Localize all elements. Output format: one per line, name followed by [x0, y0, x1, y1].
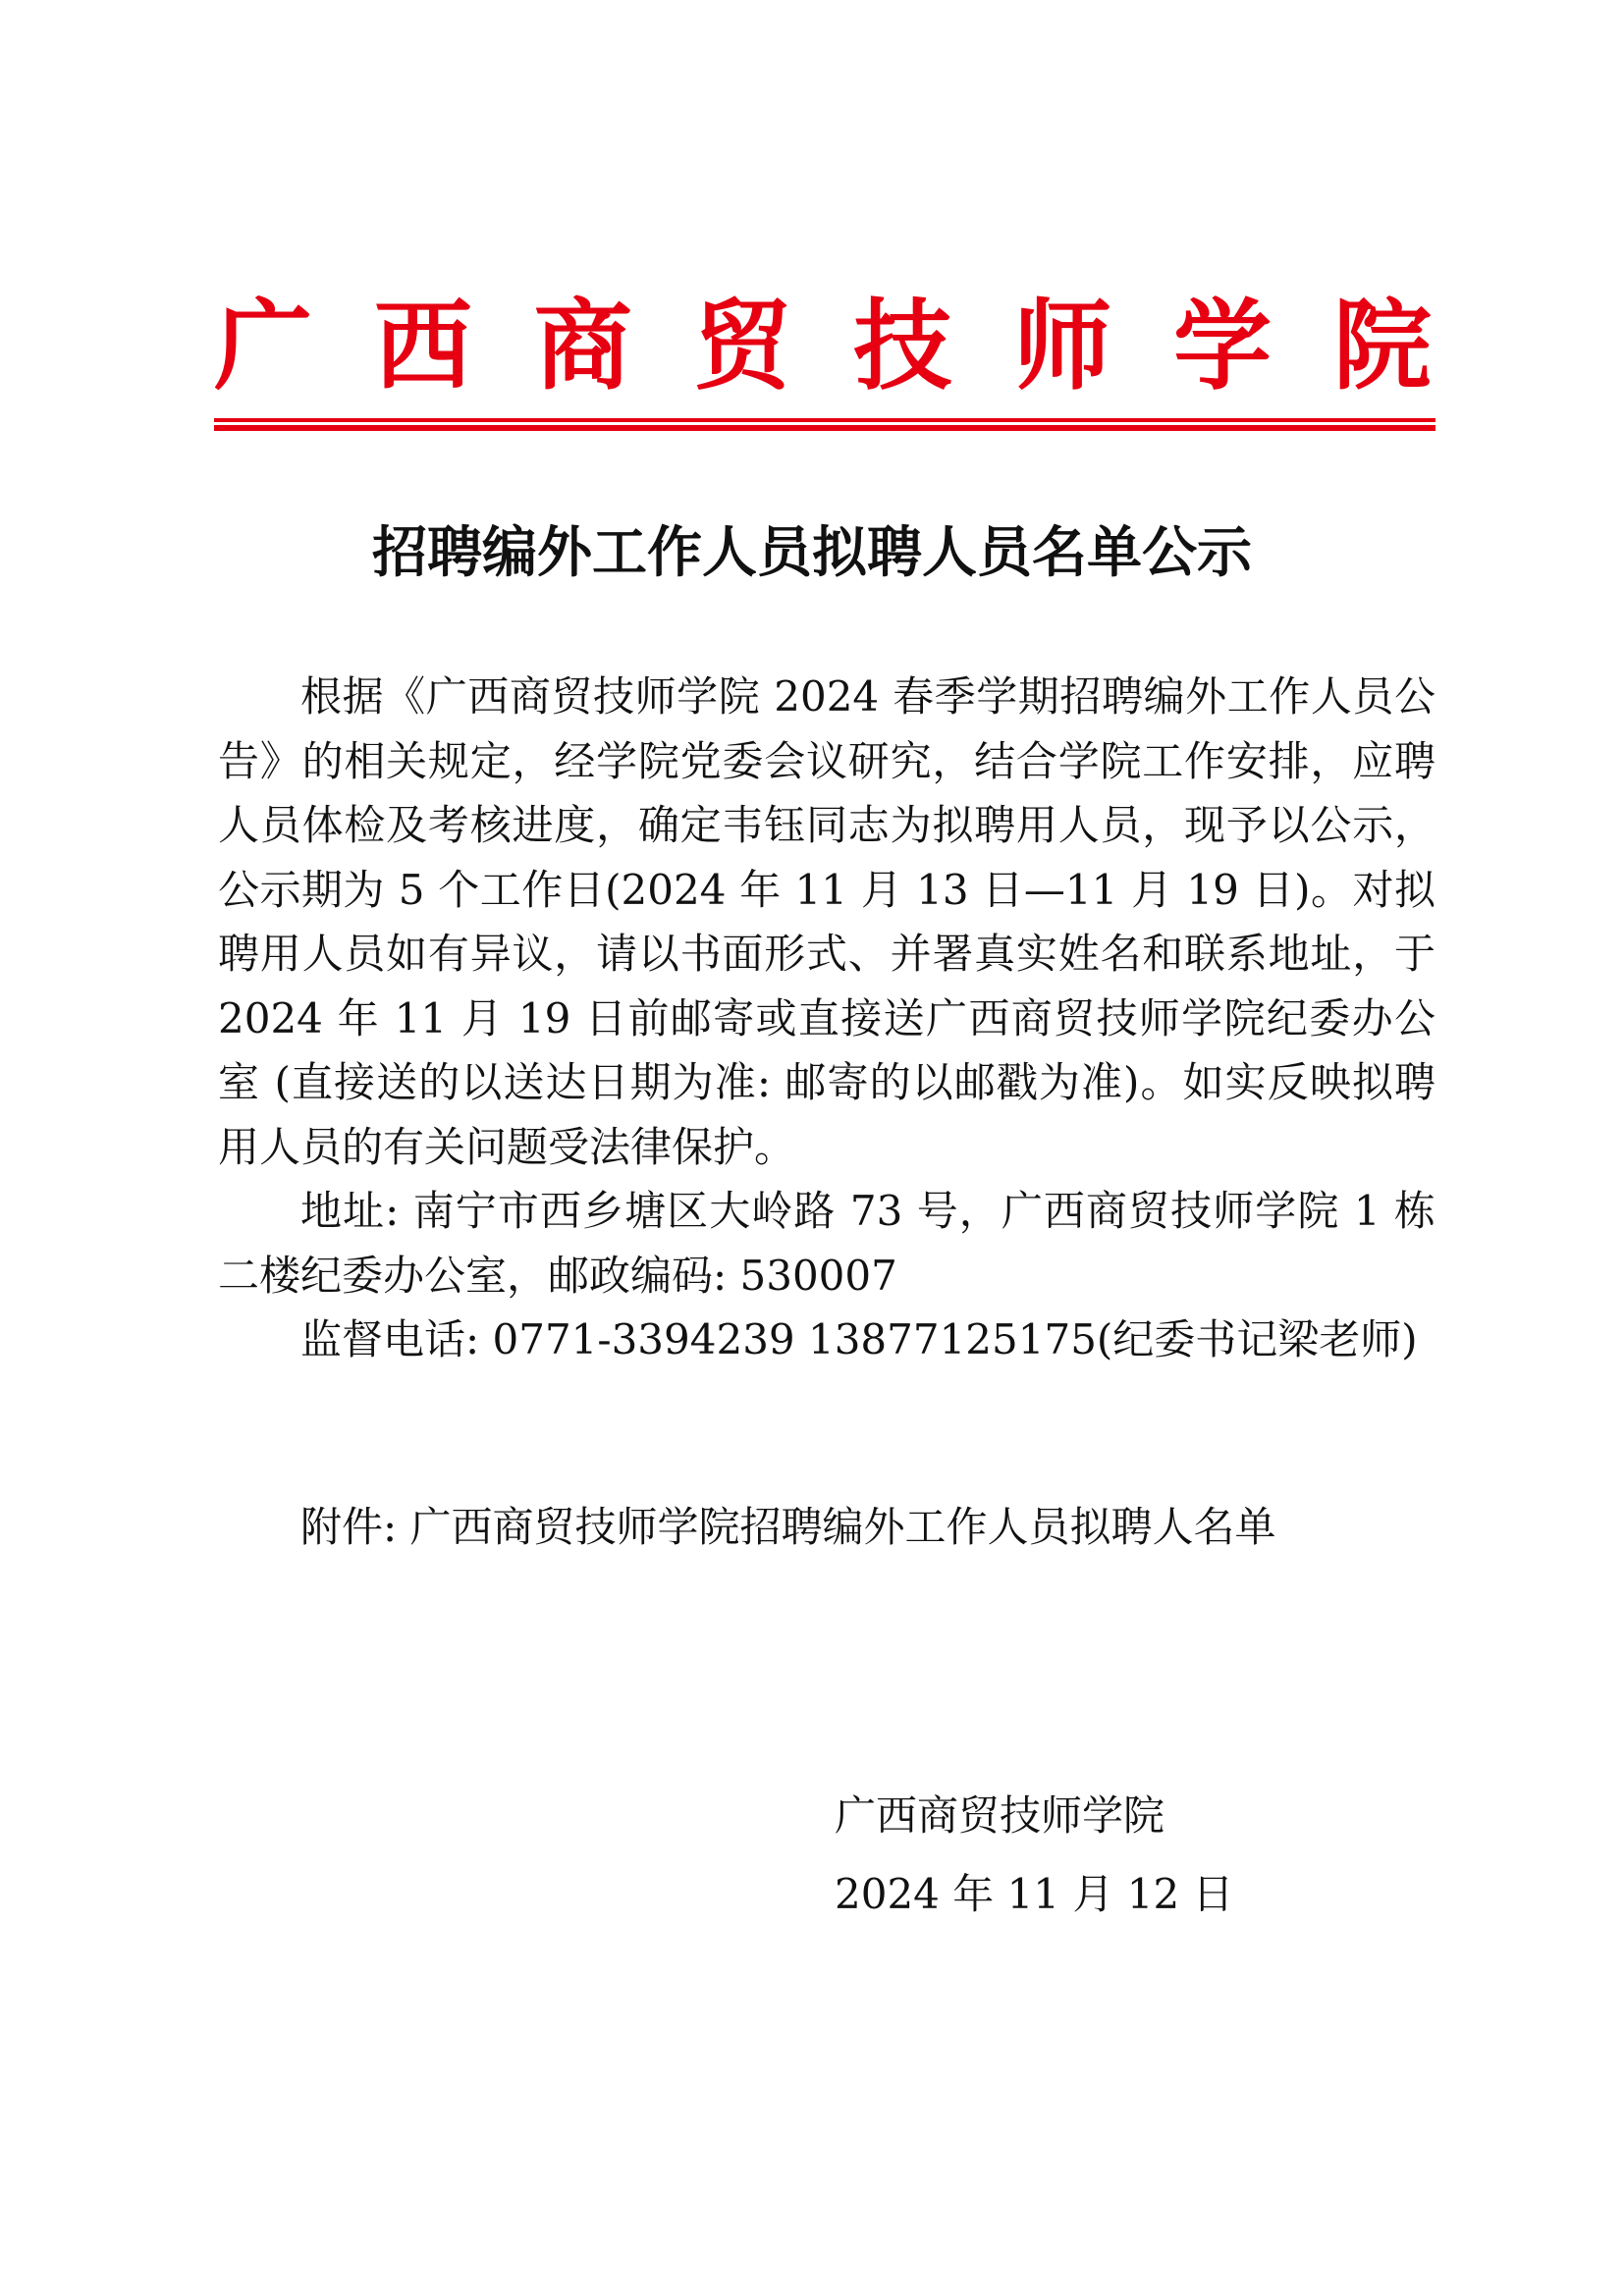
document-title: 招聘编外工作人员拟聘人员名单公示 [372, 520, 1252, 585]
letterhead-char: 师 [1013, 288, 1112, 403]
signature-block [835, 1777, 1234, 1934]
signature-date: 2024 年 11 月 12 日 [835, 1870, 1234, 1918]
letterhead-char: 西 [373, 288, 472, 403]
signature-org: 广西商贸技师学院 [835, 1791, 1165, 1840]
letterhead-char: 商 [533, 288, 632, 403]
body-paragraph-notice: 根据《广西商贸技师学院 2024 春季学期招聘编外工作人员公告》的相关规定，经学院党委会议研究，结合学院工作安排，应聘人员体检及考核进度，确定韦钰同志为拟聘用人员，现予以公示，公示期为 5 个工作日(2024 年 11 月 13 日—11 月 19 日)。对拟聘用人员如有异议，请以书面形式、并署真实姓名和联系地址，于 2024 年 11 月 19 日前邮寄或直接送广西商贸技师学院纪委办公室 (直接送的以送达日期为准: 邮寄的以邮戳为准)。如实反映拟聘用人员的有关问题受法律保护。 [218, 672, 1435, 1171]
letterhead-char: 院 [1332, 288, 1432, 403]
body-paragraph-phone: 监督电话: 0771-3394239 13877125175(纪委书记梁老师) [300, 1315, 1418, 1363]
letterhead-title [214, 287, 1432, 404]
letterhead-char: 广 [214, 288, 312, 403]
letterhead-char: 技 [853, 288, 952, 403]
letterhead-divider-thick [214, 425, 1435, 431]
letterhead-char: 学 [1173, 288, 1272, 403]
body-paragraph-address: 地址: 南宁市西乡塘区大岭路 73 号，广西商贸技师学院 1 栋二楼纪委办公室，邮政编码: 530007 [218, 1187, 1435, 1300]
letterhead-char: 贸 [693, 288, 792, 403]
document-body [218, 665, 1435, 1372]
letterhead-divider-thin [214, 418, 1435, 422]
attachment-line: 附件: 广西商贸技师学院招聘编外工作人员拟聘人名单 [300, 1503, 1276, 1551]
